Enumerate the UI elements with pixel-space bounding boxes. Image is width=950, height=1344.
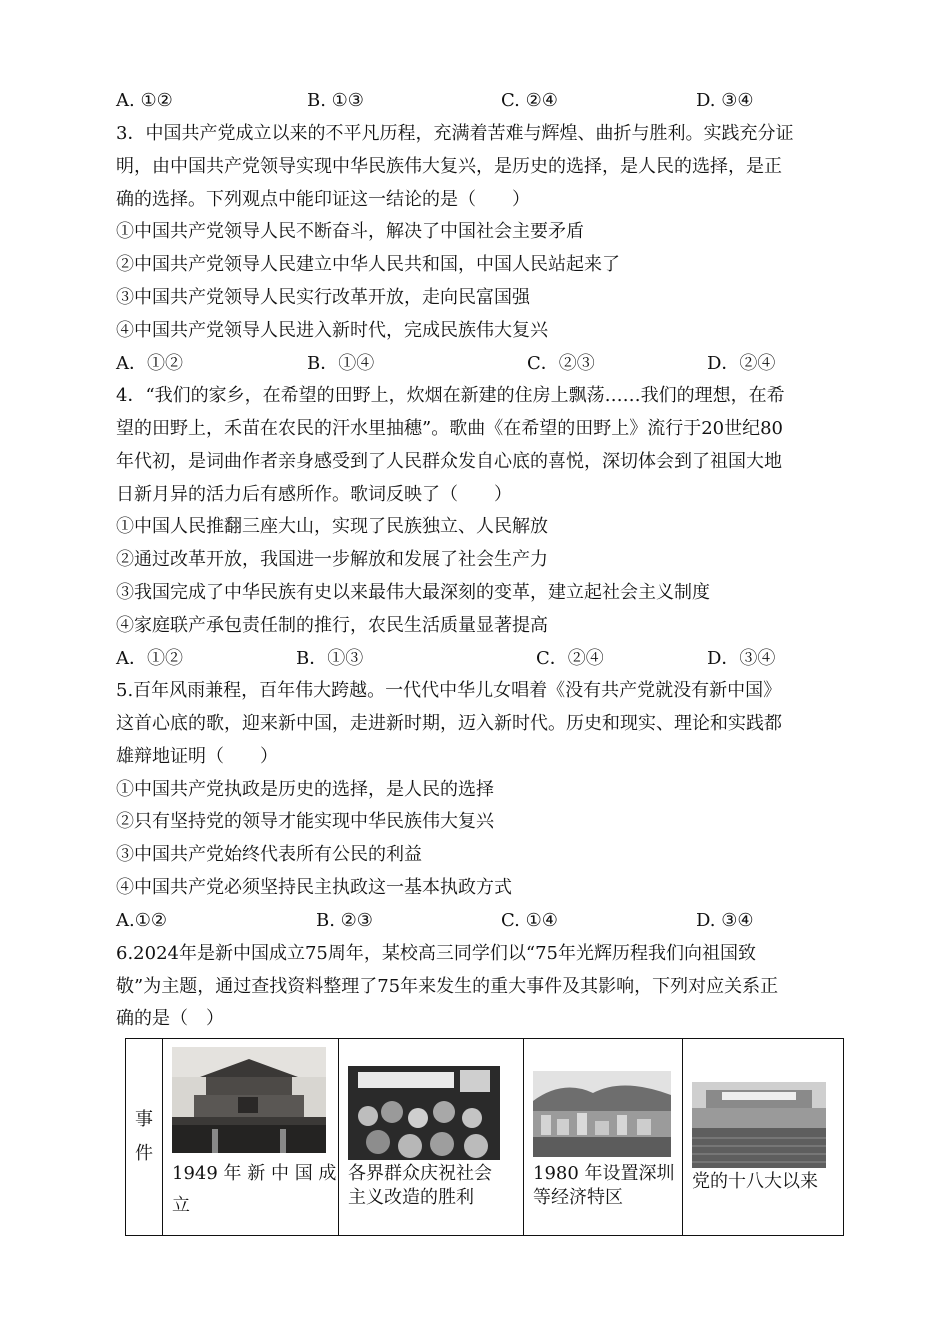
shenzhen-city-photo [533, 1071, 671, 1157]
q2-option-c[interactable]: C. ②④ [501, 90, 558, 111]
q3-option-c[interactable]: C．②③ [527, 353, 595, 374]
celebration-photo [348, 1066, 500, 1160]
q3-statement: ③中国共产党领导人民实行改革开放，走向民富国强 [116, 287, 530, 308]
event-caption-line: 党的十八大以来 [692, 1171, 818, 1192]
label-char: 件 [135, 1143, 153, 1164]
q3-statement: ①中国共产党领导人民不断奋斗，解决了中国社会主要矛盾 [116, 221, 584, 242]
q4-statement: ①中国人民推翻三座大山，实现了民族独立、人民解放 [116, 516, 548, 537]
q5-line: 雄辩地证明（ ） [116, 746, 278, 767]
q3-line: 3．中国共产党成立以来的不平凡历程，充满着苦难与辉煌、曲折与胜利。实践充分证 [116, 123, 794, 144]
q5-option-a[interactable]: A.①② [116, 910, 167, 931]
q3-statement: ④中国共产党领导人民进入新时代，完成民族伟大复兴 [116, 320, 548, 341]
event-caption-line: 等经济特区 [533, 1187, 623, 1208]
q2-option-d[interactable]: D. ③④ [696, 90, 754, 111]
event-caption-line: 立 [172, 1195, 190, 1216]
q4-line: 日新月异的活力后有感所作。歌词反映了（ ） [116, 484, 512, 505]
party-congress-photo [692, 1082, 826, 1168]
event-cell-18th-congress [683, 1039, 844, 1236]
tiananmen-photo [172, 1047, 326, 1153]
event-cell-1949 [163, 1039, 339, 1236]
event-caption-line: 各界群众庆祝社会 [348, 1163, 492, 1184]
q4-statement: ③我国完成了中华民族有史以来最伟大最深刻的变革，建立起社会主义制度 [116, 582, 710, 603]
q4-statement: ④家庭联产承包责任制的推行，农民生活质量显著提高 [116, 615, 548, 636]
q3-line: 明，由中国共产党领导实现中华民族伟大复兴，是历史的选择，是人民的选择，是正 [116, 156, 782, 177]
q5-option-d[interactable]: D. ③④ [696, 910, 754, 931]
event-caption-line: 1949 年 新 中 国 成 [172, 1163, 337, 1184]
q3-option-b[interactable]: B．①④ [307, 353, 375, 374]
q4-option-b[interactable]: B．①③ [296, 648, 364, 669]
q5-line: 这首心底的歌，迎来新中国，走进新时期，迈入新时代。历史和现实、理论和实践都 [116, 713, 782, 734]
q3-line: 确的选择。下列观点中能印证这一结论的是（ ） [116, 189, 530, 210]
q3-option-d[interactable]: D．②④ [707, 353, 776, 374]
q4-line: 望的田野上，禾苗在农民的汗水里抽穗”。歌曲《在希望的田野上》流行于20世纪80 [116, 418, 784, 439]
events-row-label [126, 1039, 163, 1236]
event-caption-line: 主义改造的胜利 [348, 1187, 474, 1208]
q5-statement: ③中国共产党始终代表所有公民的利益 [116, 844, 422, 865]
q4-line: 年代初，是词曲作者亲身感受到了人民群众发自心底的喜悦，深切体会到了祖国大地 [116, 451, 782, 472]
q6-line: 确的是（ ） [116, 1008, 224, 1029]
label-char: 事 [135, 1109, 153, 1130]
q5-statement: ④中国共产党必须坚持民主执政这一基本执政方式 [116, 877, 512, 898]
q4-line: 4．“我们的家乡，在希望的田野上，炊烟在新建的住房上飘荡……我们的理想，在希 [116, 385, 785, 406]
q5-statement: ①中国共产党执政是历史的选择，是人民的选择 [116, 779, 494, 800]
q2-option-b[interactable]: B. ①③ [307, 90, 364, 111]
q5-statement: ②只有坚持党的领导才能实现中华民族伟大复兴 [116, 811, 494, 832]
q4-statement: ②通过改革开放，我国进一步解放和发展了社会生产力 [116, 549, 548, 570]
q5-option-c[interactable]: C. ①④ [501, 910, 558, 931]
event-cell-shenzhen-sez [524, 1039, 683, 1236]
event-caption-line: 1980 年设置深圳 [533, 1163, 675, 1184]
q4-option-c[interactable]: C．②④ [536, 648, 604, 669]
events-table [125, 1038, 844, 1236]
q3-option-a[interactable]: A．①② [116, 353, 183, 374]
q6-line: 敬”为主题，通过查找资料整理了75年来发生的重大事件及其影响，下列对应关系正 [116, 976, 779, 997]
q5-line: 5.百年风雨兼程，百年伟大跨越。一代代中华儿女唱着《没有共产党就没有新中国》 [116, 680, 782, 701]
event-cell-socialist-transformation [339, 1039, 524, 1236]
q4-option-a[interactable]: A．①② [116, 648, 183, 669]
q2-option-a[interactable]: A. ①② [116, 90, 173, 111]
q3-statement: ②中国共产党领导人民建立中华人民共和国，中国人民站起来了 [116, 254, 620, 275]
q6-line: 6.2024年是新中国成立75周年，某校高三同学们以“75年光辉历程我们向祖国致 [116, 943, 756, 964]
q5-option-b[interactable]: B. ②③ [316, 910, 373, 931]
q4-option-d[interactable]: D．③④ [707, 648, 776, 669]
